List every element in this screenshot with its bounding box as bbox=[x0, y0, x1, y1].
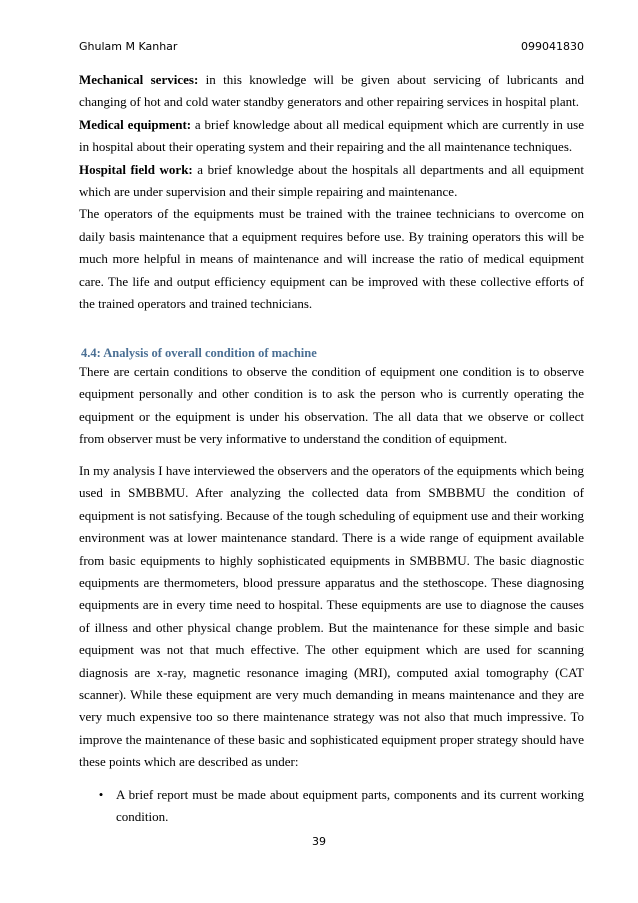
service-text: in this knowledge will be given about servicing of lubricants and changing of hot and cold water standby generators and other repairing services in hospital plant. bbox=[79, 72, 584, 110]
service-text: a brief knowledge about the hospitals all departments and all equipment which are under supervision and their simple repairing and maintenance. bbox=[79, 161, 584, 200]
analysis-section-1 bbox=[79, 361, 584, 451]
service-label: Medical equipment: bbox=[79, 116, 192, 132]
service-field-work bbox=[79, 159, 584, 204]
training-paragraph: The operators of the equipments must be trained with the trainee technicians to overcome on daily basis maintenance that a equipment requires before use. By training operators this will be much more helpful in means of maintenance and will increase the ratio of medical equipment care. The life and output efficiency equipment can be improved with these collective efforts of the trained operators and trained technicians. bbox=[79, 206, 584, 312]
service-label: Hospital field work: bbox=[79, 161, 193, 177]
header-author: Ghulam M Kanhar bbox=[79, 40, 178, 53]
page-number: 39 bbox=[312, 835, 326, 848]
bullet-icon: • bbox=[98, 787, 104, 802]
service-text: a brief knowledge about all medical equipment which are currently in use in hospital about their operating system and their repairing and the all maintenance techniques. bbox=[79, 116, 584, 155]
services-section bbox=[79, 69, 584, 315]
header-id-number: 099041830 bbox=[521, 40, 584, 53]
analysis-paragraph-1: There are certain conditions to observe the condition of equipment one condition is to observe equipment personally and other condition is to ask the person who is currently operating the equipment or the equipment is under his observation. The all data that we observe or collect from observer must be very informative to understand the condition of equipment. bbox=[79, 364, 584, 447]
analysis-paragraph-2: In my analysis I have interviewed the observers and the operators of the equipments which being used in SMBBMU. After analyzing the collected data from SMBBMU the condition of equipment is not satisfying. Because of the tough scheduling of equipment use and their working environment was at lower maintenance standard. There is a wide range of equipment available from basic equipments to highly sophisticated equipments in SMBBMU. The basic diagnostic equipments are thermometers, blood pressure apparatus and the stethoscope. These diagnosing equipments are in every time need to hospital. These equipments are use to diagnose the causes of illness and other physical change problem. But the maintenance for these simple and basic equipment was not that much effective. The other equipment which are used for scanning diagnosis are x-ray, magnetic resonance imaging (MRI), computed axial tomography (CAT scanner). While these equipment are very much demanding in means maintenance and they are very much expensive too so there maintenance strategy was not also that much impressive. To improve the maintenance of these basic and sophisticated equipment proper strategy should have these points which are described as under: bbox=[79, 463, 584, 770]
page-header bbox=[79, 40, 584, 56]
service-label: Mechanical services: bbox=[79, 72, 199, 87]
section-heading: 4.4: Analysis of overall condition of machine bbox=[81, 346, 317, 360]
service-medical bbox=[79, 114, 584, 159]
bullet-text: A brief report must be made about equipment parts, components and its current working condition. bbox=[116, 787, 584, 825]
service-mechanical bbox=[79, 69, 584, 114]
analysis-section-2 bbox=[79, 460, 584, 774]
